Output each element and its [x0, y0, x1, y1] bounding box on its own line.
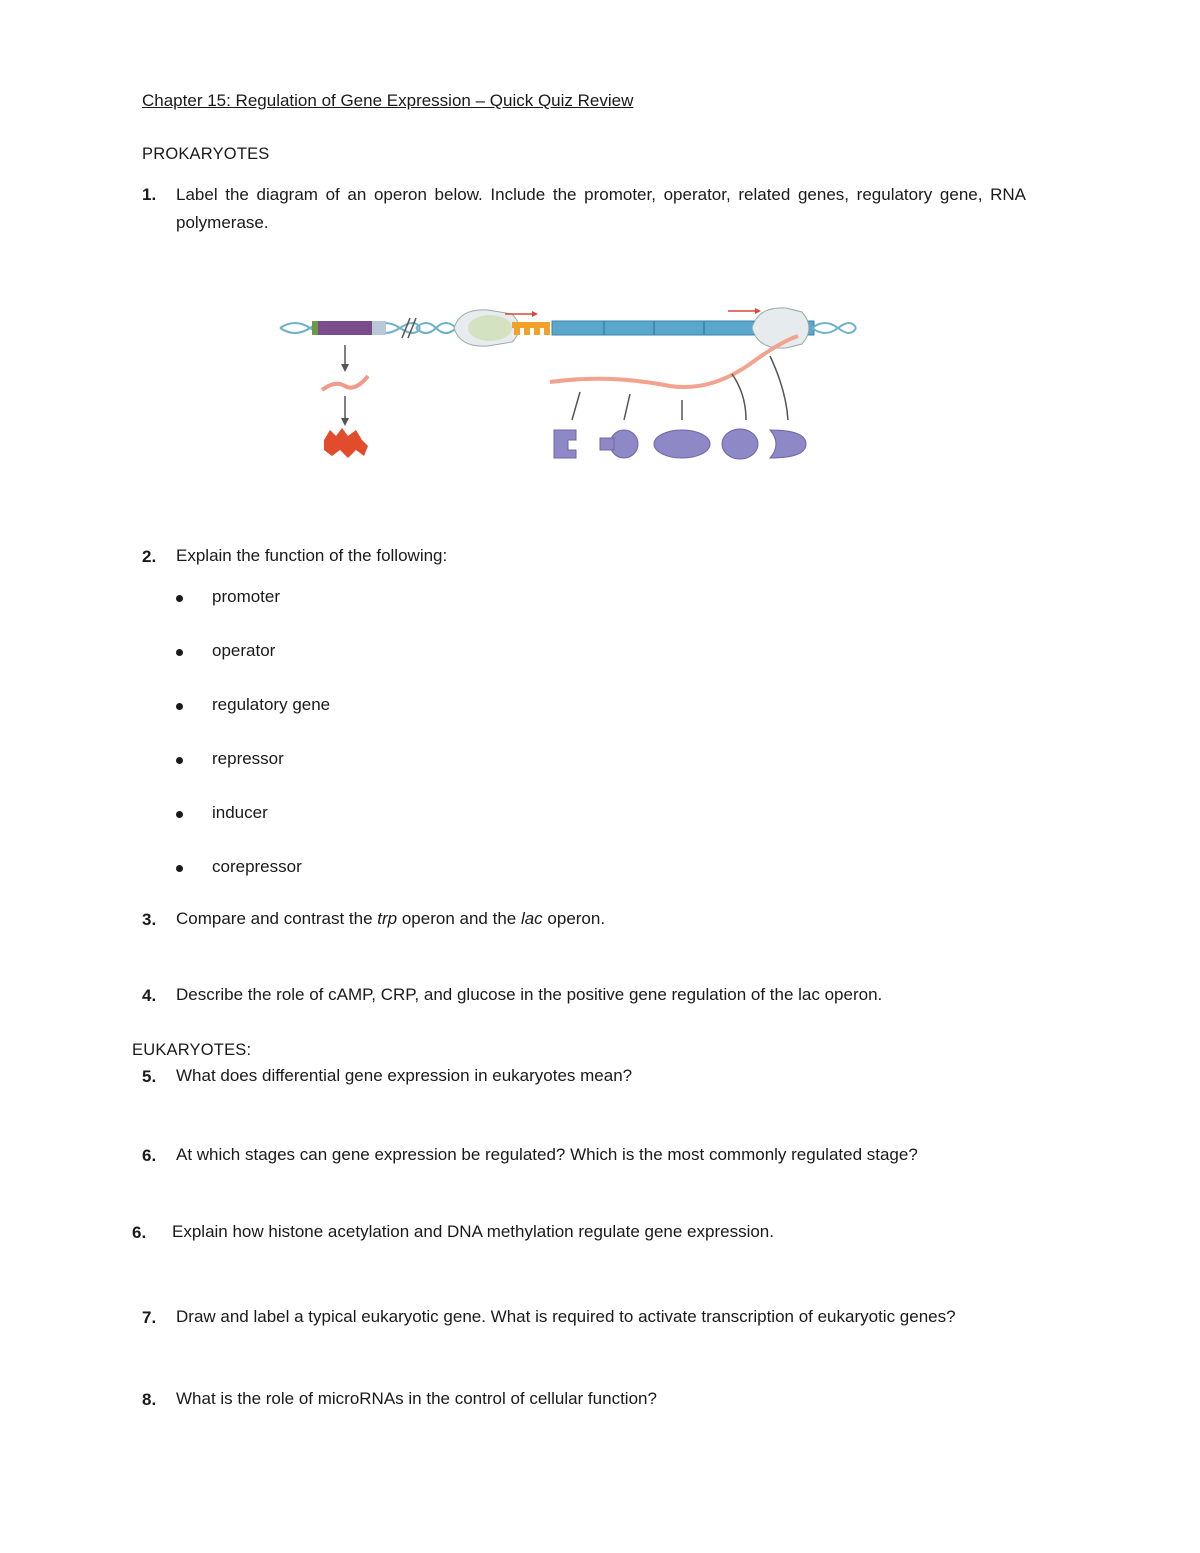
question-1: Label the diagram of an operon below. Include the promoter, operator, related genes, regulatory gene, RNA polymerase. — [176, 185, 1026, 232]
bullet-icon — [176, 595, 183, 602]
bullet-icon — [176, 757, 183, 764]
bullet-operator: operator — [212, 641, 276, 660]
section-heading-prokaryotes: PROKARYOTES — [142, 145, 270, 163]
bullet-repressor: repressor — [212, 749, 284, 768]
question-number: 8. — [142, 1390, 157, 1409]
bullet-regulatory-gene: regulatory gene — [212, 695, 331, 714]
question-4: Describe the role of cAMP, CRP, and glucose in the positive gene regulation of the lac operon. — [176, 985, 883, 1004]
question-3: Compare and contrast the trp operon and the lac operon. — [176, 909, 606, 928]
protein-5 — [770, 430, 806, 458]
question-6b: Explain how histone acetylation and DNA methylation regulate gene expression. — [172, 1222, 774, 1241]
question-6: At which stages can gene expression be regulated? Which is the most commonly regulated stage? — [176, 1145, 918, 1164]
question-2: Explain the function of the following: — [176, 546, 448, 565]
protein-4 — [722, 429, 758, 459]
question-number: 5. — [142, 1067, 157, 1086]
question-number: 1. — [142, 185, 157, 204]
section-heading-eukaryotes: EUKARYOTES: — [132, 1041, 252, 1059]
mrna — [550, 336, 798, 387]
question-7: Draw and label a typical eukaryotic gene. What is required to activate transcription of eukaryotic genes? — [176, 1307, 956, 1326]
bullet-icon — [176, 649, 183, 656]
bullet-corepressor: corepressor — [212, 857, 302, 876]
question-8: What is the role of microRNAs in the control of cellular function? — [176, 1389, 657, 1408]
page-title: Chapter 15: Regulation of Gene Expression – Quick Quiz Review — [142, 91, 634, 110]
operon-diagram — [250, 290, 860, 520]
question-number: 7. — [142, 1308, 157, 1327]
bullet-inducer: inducer — [212, 803, 268, 822]
question-number: 6. — [142, 1146, 157, 1165]
question-number: 2. — [142, 547, 157, 566]
bullet-icon — [176, 703, 183, 710]
question-5: What does differential gene expression in eukaryotes mean? — [176, 1066, 633, 1085]
question-number: 6. — [132, 1223, 147, 1242]
mrna-fragment — [322, 376, 368, 390]
operator — [512, 322, 550, 335]
bullet-icon — [176, 865, 183, 872]
question-number: 4. — [142, 986, 157, 1005]
protein-3 — [654, 430, 710, 458]
question-number: 3. — [142, 910, 157, 929]
repressor-protein — [324, 428, 368, 458]
protein-1 — [554, 430, 576, 458]
bullet-promoter: promoter — [212, 587, 281, 606]
bullet-icon — [176, 811, 183, 818]
